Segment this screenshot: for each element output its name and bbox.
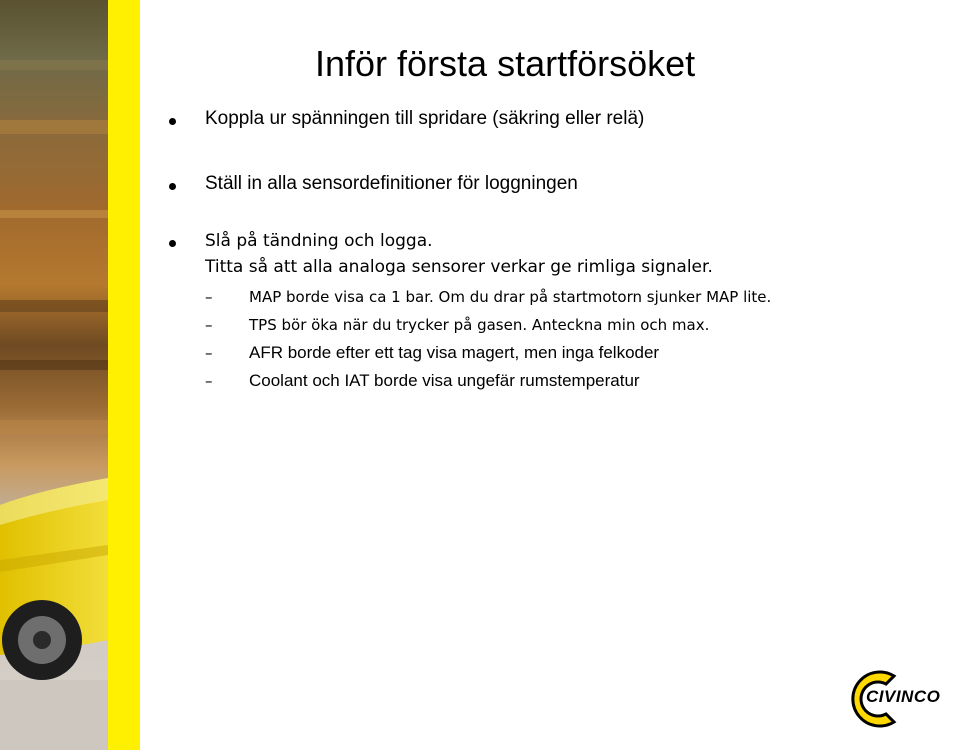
slide-title: Inför första startförsöket xyxy=(315,43,696,84)
bullet-dot xyxy=(169,118,176,125)
side-photo xyxy=(0,0,108,750)
sub-item: TPS bör öka när du trycker på gasen. Anteckna min och max. xyxy=(249,316,710,334)
bullet-dot xyxy=(169,240,176,247)
bullet-item: Ställ in alla sensordefinitioner för loggningen xyxy=(205,173,578,194)
bullet-continuation: Titta så att alla analoga sensorer verkar ge rimliga signaler. xyxy=(205,257,713,277)
bullet-item: Slå på tändning och logga. xyxy=(205,231,433,251)
motion-blur-car-photo xyxy=(0,0,108,750)
dash-marker: – xyxy=(205,316,213,334)
bullet-item: Koppla ur spänningen till spridare (säkring eller relä) xyxy=(205,108,645,129)
bullet-dot xyxy=(169,183,176,190)
sub-item: AFR borde efter ett tag visa magert, men inga felkoder xyxy=(249,343,660,362)
sub-item: MAP borde visa ca 1 bar. Om du drar på startmotorn sjunker MAP lite. xyxy=(249,288,772,306)
dash-marker: – xyxy=(205,288,213,306)
yellow-stripe xyxy=(108,0,140,750)
dash-marker: – xyxy=(205,344,213,362)
dash-marker: – xyxy=(205,372,213,390)
logo-text: CIVINCO xyxy=(866,687,941,706)
sub-item: Coolant och IAT borde visa ungefär rumstemperatur xyxy=(249,371,640,390)
